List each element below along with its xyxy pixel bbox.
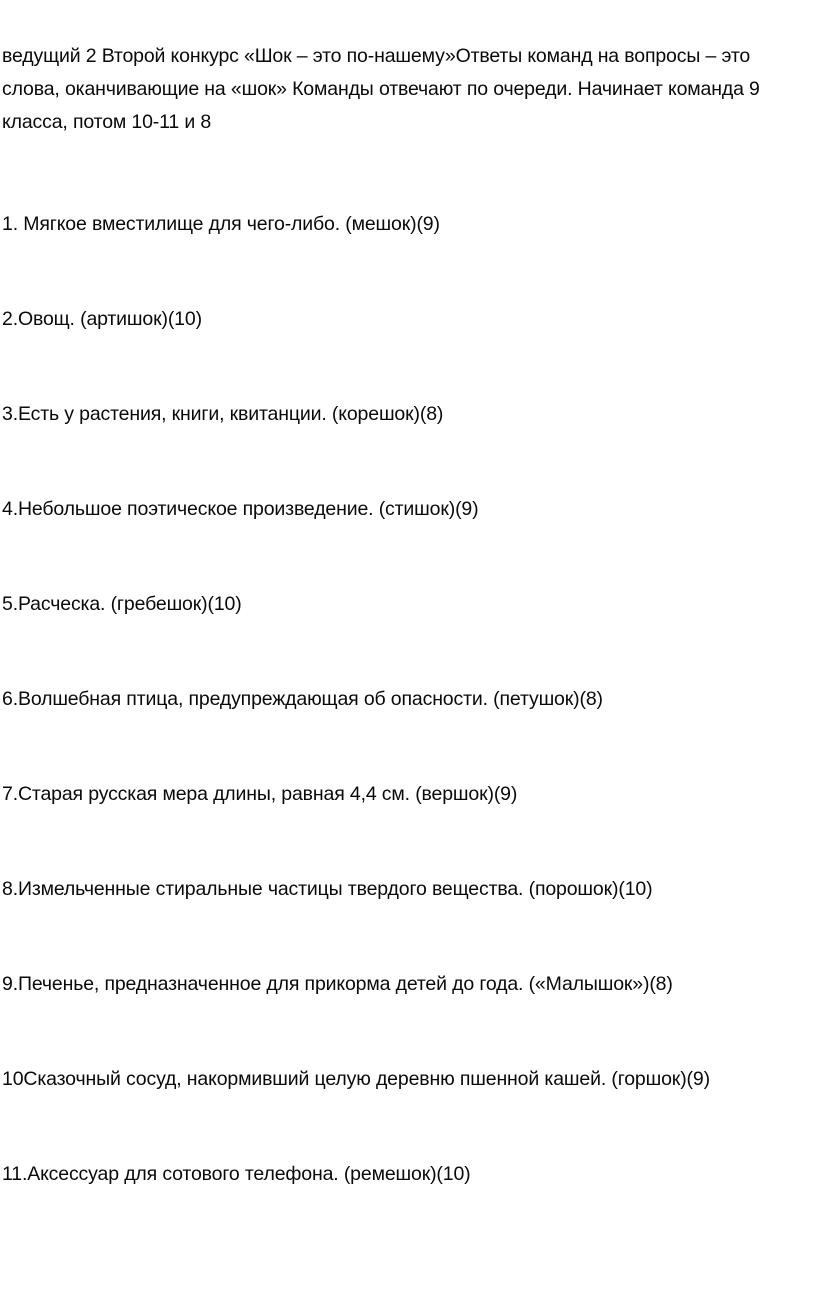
quiz-item-6: 6.Волшебная птица, предупреждающая об опасности. (петушок)(8) — [2, 688, 603, 710]
quiz-item-1: 1. Мягкое вместилище для чего-либо. (мешок)(9) — [2, 213, 440, 235]
intro-line: класса, потом 10-11 и 8 — [2, 111, 212, 133]
quiz-item-10: 10Сказочный сосуд, накормивший целую деревню пшенной кашей. (горшок)(9) — [2, 1068, 710, 1090]
quiz-item-3: 3.Есть у растения, книги, квитанции. (корешок)(8) — [2, 403, 444, 425]
quiz-item-9: 9.Печенье, предназначенное для прикорма детей до года. («Малышок»)(8) — [2, 973, 673, 995]
quiz-item-8: 8.Измельченные стиральные частицы твердого вещества. (порошок)(10) — [2, 878, 653, 900]
quiz-item-5: 5.Расческа. (гребешок)(10) — [2, 593, 242, 615]
quiz-item-11: 11.Аксессуар для сотового телефона. (ремешок)(10) — [2, 1163, 471, 1185]
intro-paragraph — [2, 40, 816, 139]
quiz-question-list — [2, 211, 816, 1187]
intro-line: ведущий 2 Второй конкурс «Шок – это по-нашему»Ответы команд на вопросы – это — [2, 45, 751, 67]
document-page — [0, 40, 816, 1291]
quiz-item-4: 4.Небольшое поэтическое произведение. (стишок)(9) — [2, 498, 479, 520]
intro-line: слова, оканчивающие на «шок» Команды отвечают по очереди. Начинает команда 9 — [2, 78, 760, 100]
quiz-item-2: 2.Овощ. (артишок)(10) — [2, 308, 202, 330]
quiz-item-7: 7.Старая русская мера длины, равная 4,4 см. (вершок)(9) — [2, 783, 518, 805]
